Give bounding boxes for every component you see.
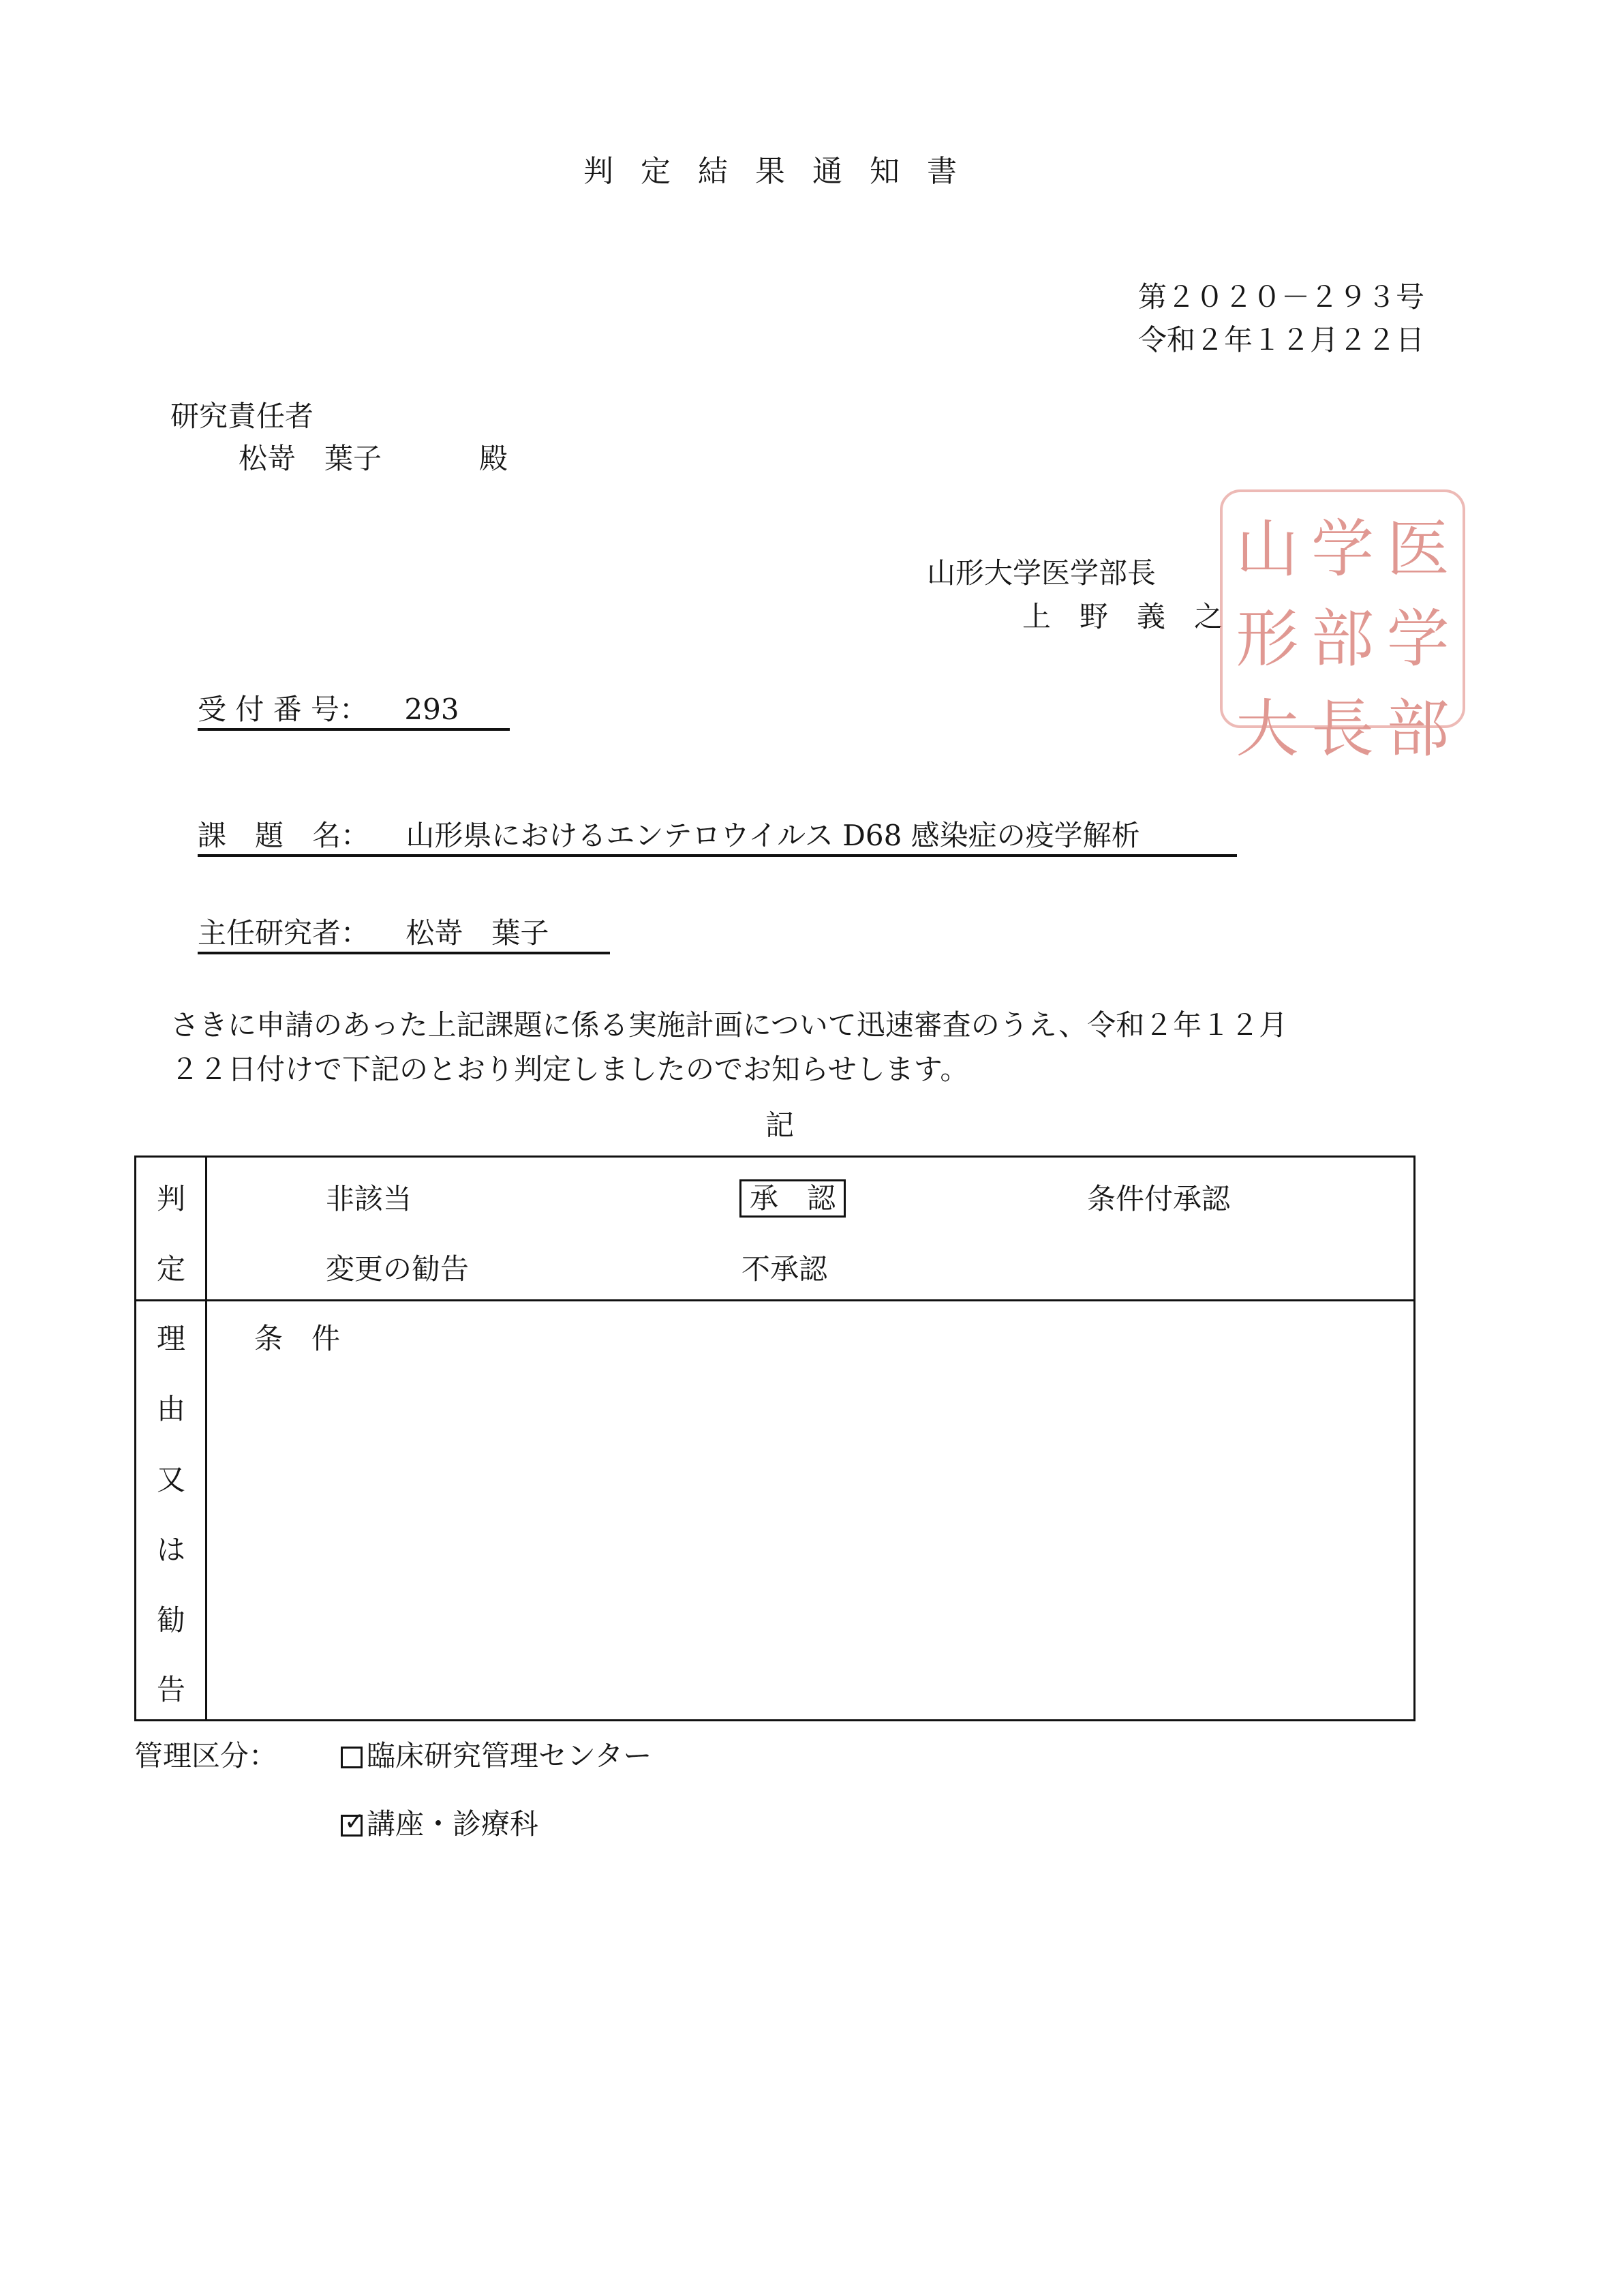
option-not-applicable: 非該当 (326, 1182, 412, 1215)
recipient-honorific: 殿 (479, 442, 508, 475)
receipt-label: 受 付 番 号： (198, 693, 369, 726)
subject-label: 課 題 名： (198, 819, 370, 852)
seal-char: 学 (1311, 513, 1374, 586)
official-seal (1220, 489, 1465, 766)
issuer-name: 上 野 義 之 (1022, 600, 1223, 633)
management-label: 管理区分： (134, 1739, 278, 1772)
judgment-table (134, 1155, 1416, 1721)
receipt-number-row (198, 695, 510, 731)
table-divider-vertical (205, 1158, 207, 1719)
pi-value: 松嵜 葉子 (406, 916, 549, 950)
pi-label: 主任研究者： (198, 916, 370, 950)
recipient-role: 研究責任者 (170, 399, 314, 433)
option-approved: 承 認 (739, 1179, 846, 1218)
subject-value: 山形県におけるエンテロウイルス D68 感染症の疫学解析 (406, 819, 1140, 852)
reason-label-char: 勧 (157, 1603, 186, 1637)
seal-char: 長 (1311, 693, 1374, 766)
checkbox-center[interactable] (341, 1747, 363, 1768)
management-option-department-label: 講座・診療科 (367, 1807, 539, 1841)
judgment-label-char: 判 (157, 1182, 186, 1215)
management-option-department (341, 1807, 539, 1841)
reason-label-char: 告 (157, 1673, 186, 1706)
seal-char: 形 (1236, 603, 1299, 676)
seal-char: 部 (1311, 603, 1374, 676)
reason-label-char: は (157, 1533, 186, 1567)
pi-row (198, 916, 610, 954)
reason-label-char: 理 (157, 1322, 186, 1355)
document-date: 令和２年１２月２２日 (1137, 323, 1424, 357)
ki-heading: 記 (765, 1108, 795, 1142)
option-change-recommendation: 変更の勧告 (326, 1252, 470, 1286)
management-option-center-label: 臨床研究管理センター (367, 1739, 652, 1772)
condition-label: 条 件 (254, 1322, 341, 1355)
seal-char: 部 (1386, 693, 1450, 766)
checkbox-department[interactable] (341, 1815, 363, 1837)
seal-char: 山 (1236, 513, 1299, 586)
option-disapproved: 不承認 (741, 1252, 828, 1286)
recipient-name: 松嵜 葉子 (239, 442, 382, 475)
body-line-1: さきに申請のあった上記課題に係る実施計画について迅速審査のうえ、令和２年１２月 (170, 1008, 1288, 1042)
judgment-label-char: 定 (157, 1252, 186, 1286)
reason-label-char: 由 (157, 1392, 186, 1425)
seal-char: 医 (1386, 513, 1450, 586)
body-line-2: ２２日付けで下記のとおり判定しましたのでお知らせします。 (170, 1053, 969, 1086)
document-title: 判定結果通知書 (583, 154, 984, 189)
seal-char: 学 (1386, 603, 1450, 676)
document-number: 第２０２０－２９３号 (1137, 280, 1424, 314)
seal-char: 大 (1236, 693, 1299, 766)
subject-row (198, 821, 1237, 857)
issuer-title: 山形大学医学部長 (927, 556, 1157, 590)
management-option-center (341, 1739, 652, 1772)
reason-label-char: 又 (157, 1463, 186, 1496)
receipt-value: 293 (404, 693, 459, 726)
option-conditional: 条件付承認 (1087, 1182, 1231, 1215)
table-divider-horizontal (136, 1299, 1413, 1301)
